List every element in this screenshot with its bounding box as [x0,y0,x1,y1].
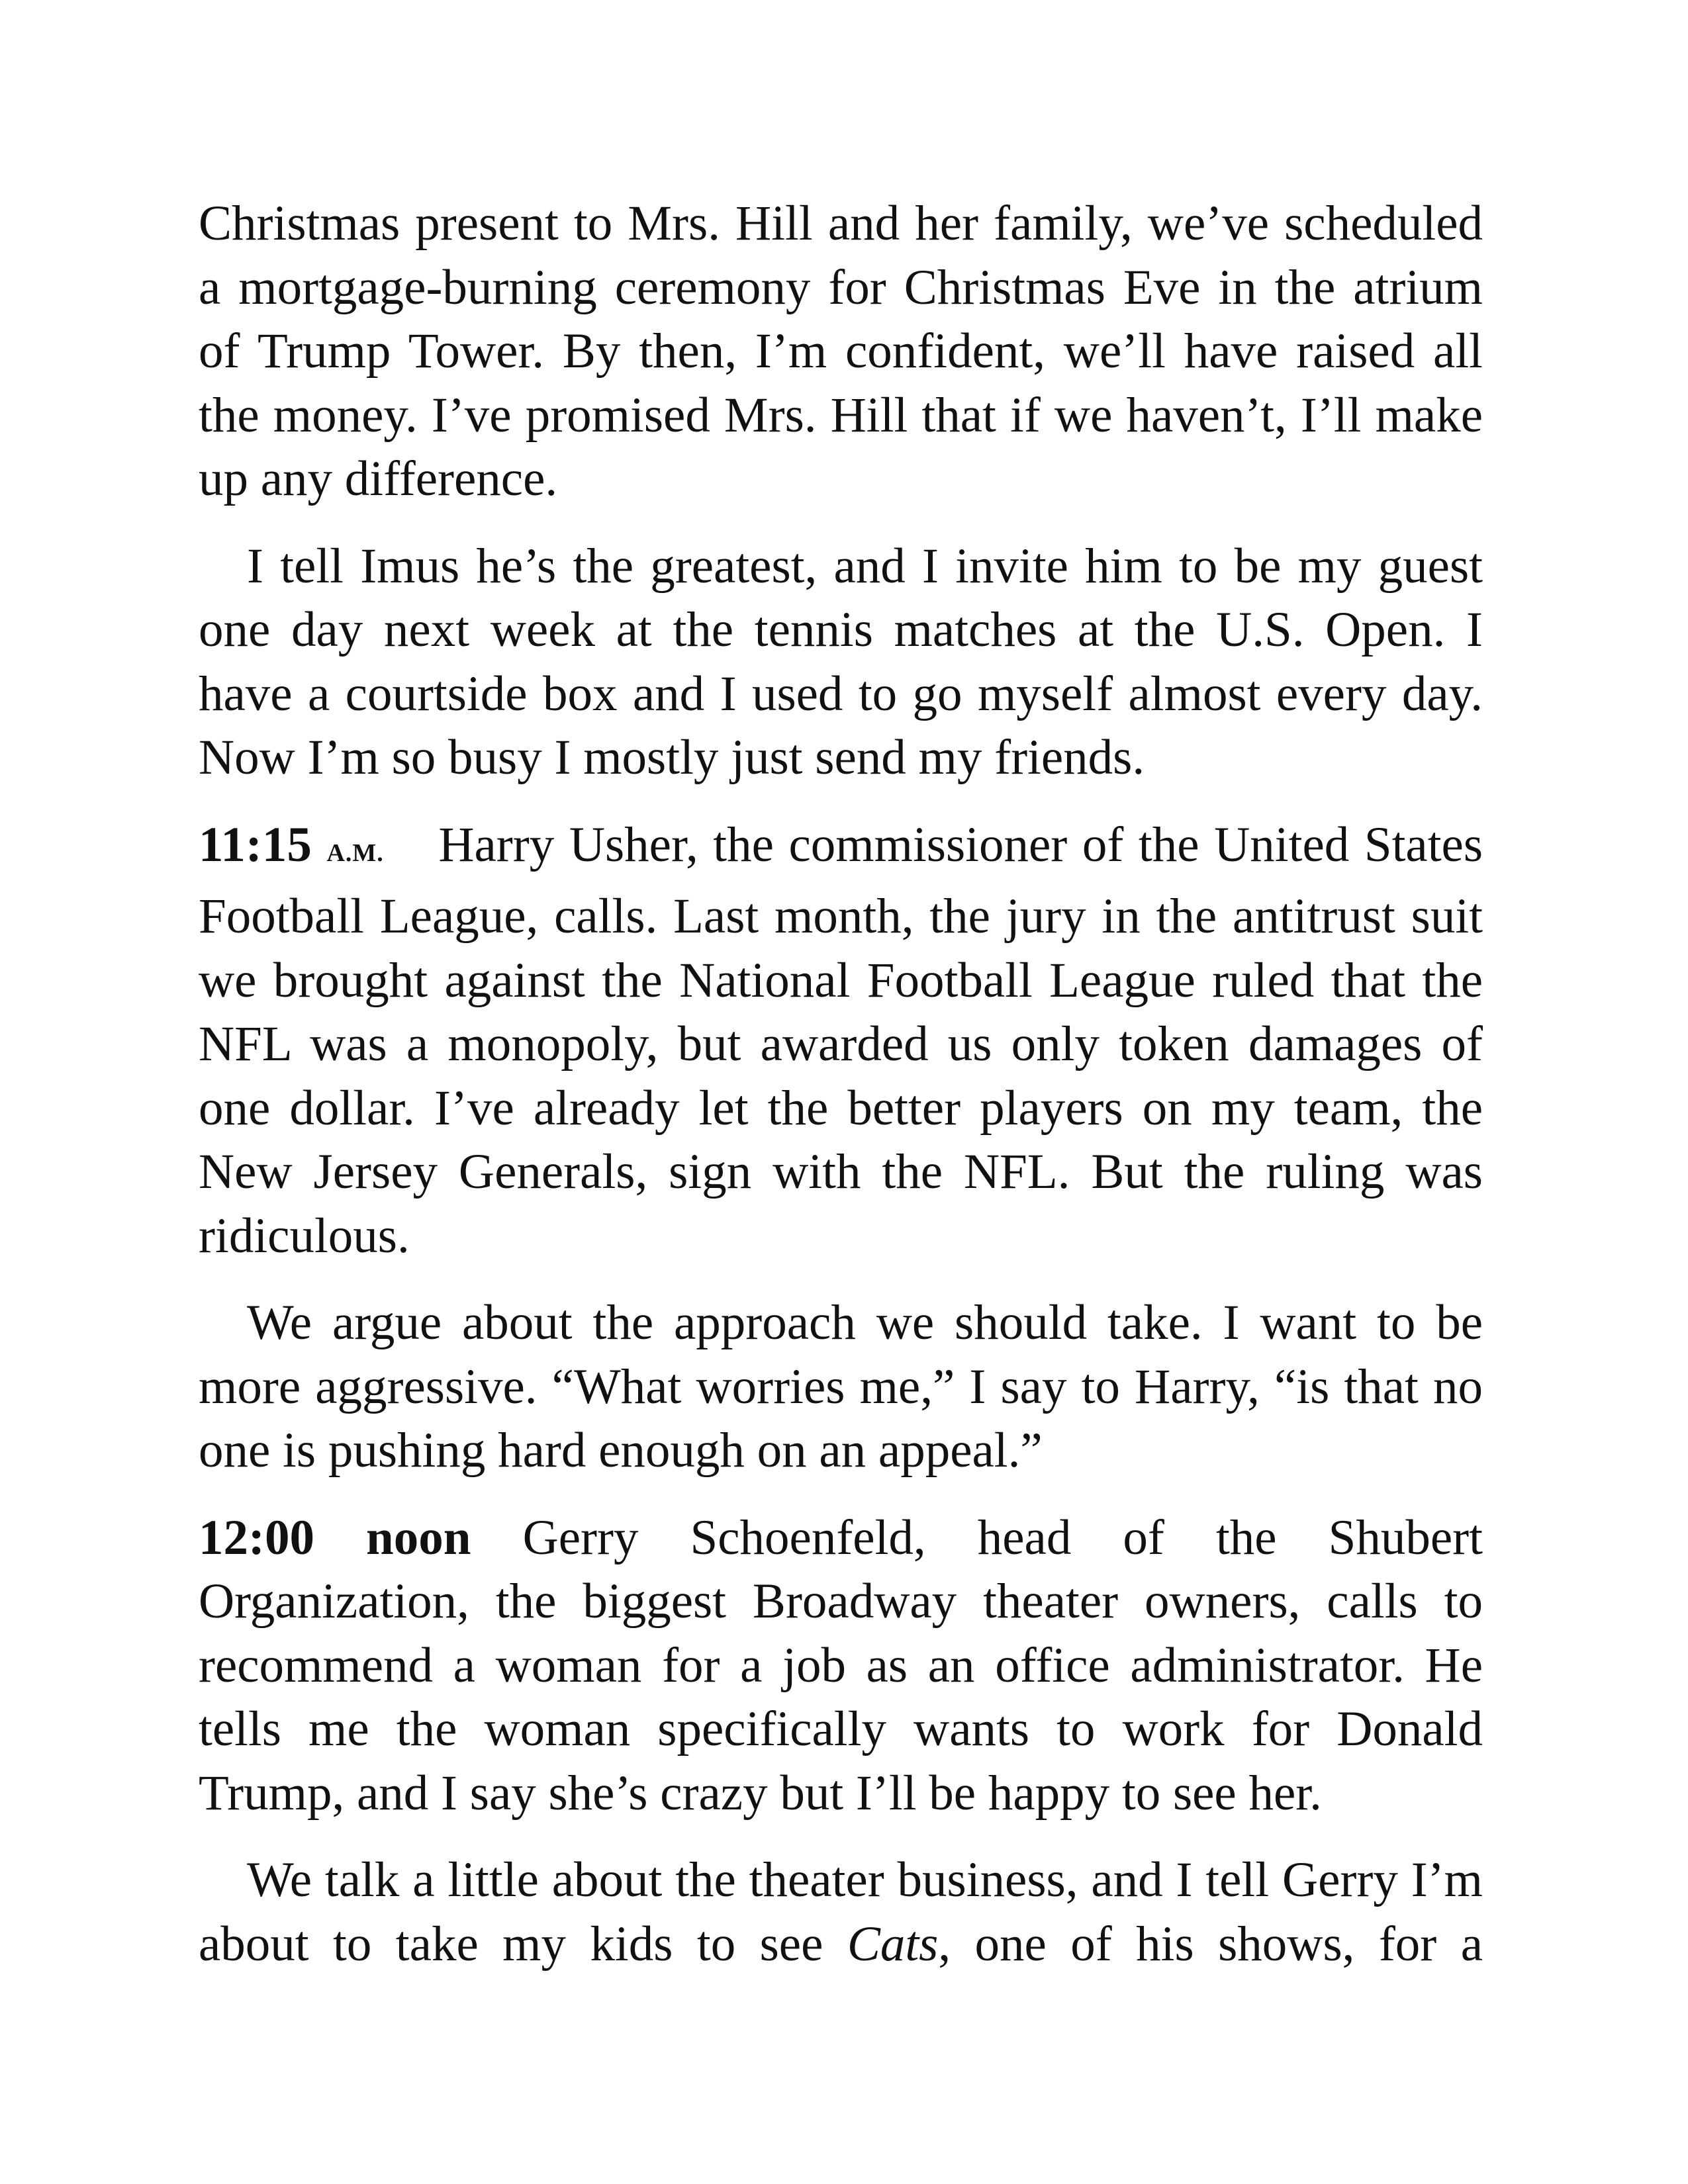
paragraph-text: I tell Imus he’s the greatest, and I invite him to be my guest one day next week at the tennis matches at the U.S. Open. I have a courtside box and I used to go myself almost every day. Now I’m so busy I mostly just send my friends. [199,538,1483,785]
paragraph-imus-tennis [199,535,1483,790]
show-title-italic: Cats [847,1916,939,1972]
paragraph-text-before: We talk a little about the theater business, and I tell Gerry I’m about to take my kids to see [199,1852,1483,1972]
entry-time: 11:15 [199,817,312,872]
paragraph-theater-business [199,1848,1483,1976]
book-page [199,192,1483,1999]
paragraph-christmas-present [199,192,1483,512]
entry-12-00-gerry-schoenfeld [199,1506,1483,1826]
paragraph-text: Gerry Schoenfeld, head of the Shubert Organization, the biggest Broadway theater owners, calls to recommend a woman for a job as an office administrator. He tells me the woman specifically wants to work for Donald Trump, and I say she’s crazy but I’ll be happy to see her. [199,1510,1483,1821]
entry-11-15-harry-usher [199,813,1483,1269]
entry-time: 12:00 noon [199,1510,471,1565]
paragraph-text: Christmas present to Mrs. Hill and her family, we’ve scheduled a mortgage-burning ceremony for Christmas Eve in the atrium of Trump Tower. By then, I’m confident, we’ll have raised all the money. I’ve promised Mrs. Hill that if we haven’t, I’ll make up any difference. [199,196,1483,506]
entry-time-suffix: A.M. [326,839,384,867]
paragraph-text: Harry Usher, the commissioner of the United States Football League, calls. Last month, the jury in the antitrust suit we brought against the National Football League ruled that the NFL was a monopoly, but awarded us only token damages of one dollar. I’ve already let the better players on my team, the New Jersey Generals, sign with the NFL. But the ruling was ridiculous. [199,817,1483,1263]
paragraph-appeal-argument [199,1291,1483,1483]
paragraph-text-after: , one of his shows, for a [938,1916,1483,1972]
paragraph-text: We argue about the approach we should take. I want to be more aggressive. “What worries me,” I say to Harry, “is that no one is pushing hard enough on an appeal.” [199,1295,1483,1478]
